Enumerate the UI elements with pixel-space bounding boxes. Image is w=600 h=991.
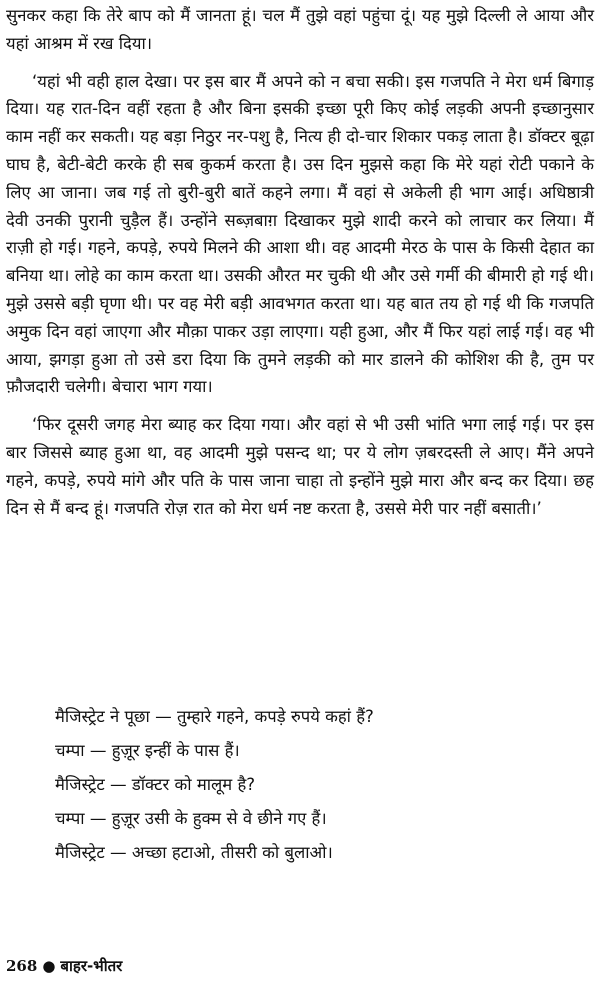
body-text (6, 2, 594, 522)
bullet-icon: ● (42, 957, 56, 975)
paragraph-3: ‘फिर दूसरी जगह मेरा ब्याह कर दिया गया। और वहां से भी उसी भांति भगा लाई गई। पर इस बार जिससे ब्याह हुआ था, वह आदमी मुझे पसन्द था; पर ये लोग ज़बरदस्ती ले आए। मैंने अपने गहने, कपड़े, रुपये मांगे और पति के पास जाना चाहा तो इन्होंने मुझे मारा और बन्द कर दिया। छह दिन से मैं बन्द हूं। गजपति रोज़ रात को मेरा धर्म नष्ट करता है, उससे मेरी पार नहीं बसाती।’ (6, 415, 594, 518)
page-footer (6, 956, 122, 976)
dialogue-line: चम्पा — हुज़ूर इन्हीं के पास हैं। (55, 741, 240, 760)
paragraph-1: सुनकर कहा कि तेरे बाप को मैं जानता हूं। चल मैं तुझे वहां पहुंचा दूं। यह मुझे दिल्ली ले आया और यहां आश्रम में रख दिया। (6, 6, 594, 53)
dialogue-line: मैजिस्ट्रेट ने पूछा — तुम्हारे गहने, कपड़े रुपये कहां हैं? (55, 707, 374, 726)
dialogue-line: मैजिस्ट्रेट — डॉक्टर को मालूम है? (55, 775, 256, 794)
dialogue-block (55, 700, 595, 870)
paragraph-gap (6, 58, 594, 68)
paragraph-2: ‘यहां भी वही हाल देखा। पर इस बार मैं अपने को न बचा सकी। इस गजपति ने मेरा धर्म बिगाड़ दिया। यह रात-दिन वहीं रहता है और बिना इसकी इच्छा पूरी किए कोई लड़की अपनी इच्छानुसार काम नहीं कर सकती। यह बड़ा निठुर नर-पशु है, नित्य ही दो-चार शिकार पकड़ लाता है। डॉक्टर बूढ़ा घाघ है, बेटी-बेटी करके ही सब कुकर्म करता है। उस दिन मुझसे कहा कि मेरे यहां रोटी पकाने के लिए आ जाना। जब गई तो बुरी-बुरी बातें कहने लगा। मैं वहां से अकेली ही भाग आई। अधिष्ठात्री देवी उनकी पुरानी चुड़ैल हैं। उन्होंने सब्ज़बाग़ दिखाकर मुझे शादी करने को लाचार कर लिया। मैं राज़ी हो गई। गहने, कपड़े, रुपये मिलने की आशा थी। वह आदमी मेरठ के पास के किसी देहात का बनिया था। लोहे का काम करता था। उसकी औरत मर चुकी थी और उसे गर्मी की बीमारी हो गई थी। मुझे उससे बड़ी घृणा थी। पर वह मेरी बड़ी आवभगत करता था। यह बात तय हो गई थी कि गजपति अमुक दिन वहां जाएगा और मौक़ा पाकर उड़ा लाएगा। यही हुआ, और मैं फिर यहां लाई गई। वह भी आया, झगड़ा हुआ तो उसे डरा दिया कि तुमने लड़की को मार डालने की कोशिश की है, तुम पर फ़ौजदारी चलेगी। बेचारा भाग गया। (6, 71, 594, 397)
paragraph-gap (6, 401, 594, 411)
dialogue-line: चम्पा — हुज़ूर उसी के हुक्म से वे छीने गए हैं। (55, 809, 327, 828)
dialogue-line: मैजिस्ट्रेट — अच्छा हटाओ, तीसरी को बुलाओ। (55, 843, 333, 862)
book-title: बाहर-भीतर (60, 957, 123, 975)
page-number: 268 (6, 957, 38, 975)
